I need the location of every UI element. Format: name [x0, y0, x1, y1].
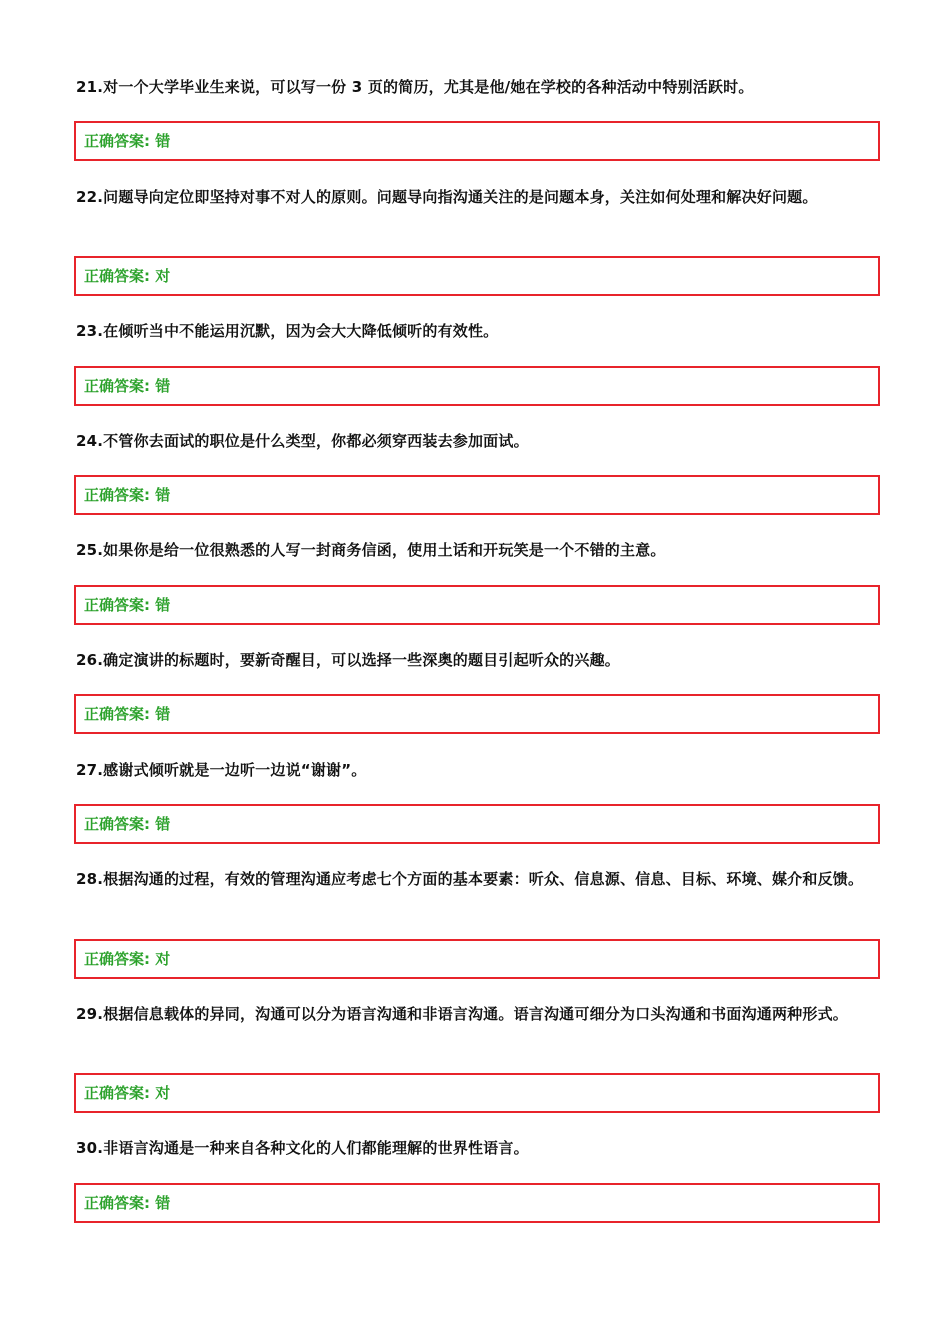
- answer-value: 错: [155, 486, 171, 504]
- question-text: 28.根据沟通的过程，有效的管理沟通应考虑七个方面的基本要素：听众、信息源、信息、目标、环境、媒介和反馈。: [76, 870, 864, 888]
- answer-value: 错: [155, 815, 171, 833]
- question-text: 22.问题导向定位即坚持对事不对人的原则。问题导向指沟通关注的是问题本身，关注如何处理和解决好问题。: [76, 188, 818, 206]
- answer-label: 正确答案:: [84, 132, 156, 150]
- answer-box: [74, 366, 880, 406]
- answer-text: [84, 1193, 170, 1213]
- question-text: 23.在倾听当中不能运用沉默，因为会大大降低倾听的有效性。: [76, 322, 499, 340]
- answer-value: 错: [155, 596, 171, 614]
- answer-box: [74, 804, 880, 844]
- answer-label: 正确答案:: [84, 950, 156, 968]
- answer-box: [74, 585, 880, 625]
- answer-value: 对: [155, 1084, 171, 1102]
- answer-label: 正确答案:: [84, 1194, 156, 1212]
- answer-label: 正确答案:: [84, 1084, 156, 1102]
- answer-value: 错: [155, 132, 171, 150]
- answer-label: 正确答案:: [84, 377, 156, 395]
- question-text: 25.如果你是给一位很熟悉的人写一封商务信函，使用土话和开玩笑是一个不错的主意。: [76, 541, 666, 559]
- answer-text: [84, 485, 170, 505]
- question-text: 27.感谢式倾听就是一边听一边说“谢谢”。: [76, 761, 367, 779]
- answer-label: 正确答案:: [84, 267, 156, 285]
- answer-text: [84, 595, 170, 615]
- question-text: 21.对一个大学毕业生来说，可以写一份 3 页的简历，尤其是他/她在学校的各种活动中特别活跃时。: [76, 78, 754, 96]
- answer-label: 正确答案:: [84, 596, 156, 614]
- answer-box: [74, 939, 880, 979]
- answer-label: 正确答案:: [84, 815, 156, 833]
- question-text: 24.不管你去面试的职位是什么类型，你都必须穿西装去参加面试。: [76, 432, 529, 450]
- answer-box: [74, 121, 880, 161]
- answer-value: 错: [155, 377, 171, 395]
- question-text: 30.非语言沟通是一种来自各种文化的人们都能理解的世界性语言。: [76, 1139, 529, 1157]
- answer-text: [84, 949, 170, 969]
- answer-box: [74, 1073, 880, 1113]
- answer-value: 错: [155, 1194, 171, 1212]
- answer-box: [74, 256, 880, 296]
- answer-text: [84, 814, 170, 834]
- answer-box: [74, 1183, 880, 1223]
- answer-value: 对: [155, 267, 171, 285]
- question-text: 29.根据信息载体的异同，沟通可以分为语言沟通和非语言沟通。语言沟通可细分为口头沟通和书面沟通两种形式。: [76, 1005, 848, 1023]
- answer-box: [74, 694, 880, 734]
- answer-label: 正确答案:: [84, 486, 156, 504]
- answer-text: [84, 1083, 170, 1103]
- answer-text: [84, 131, 170, 151]
- answer-text: [84, 266, 170, 286]
- answer-value: 错: [155, 705, 171, 723]
- answer-label: 正确答案:: [84, 705, 156, 723]
- answer-text: [84, 704, 170, 724]
- answer-text: [84, 376, 170, 396]
- answer-box: [74, 475, 880, 515]
- answer-value: 对: [155, 950, 171, 968]
- question-text: 26.确定演讲的标题时，要新奇醒目，可以选择一些深奥的题目引起听众的兴趣。: [76, 651, 620, 669]
